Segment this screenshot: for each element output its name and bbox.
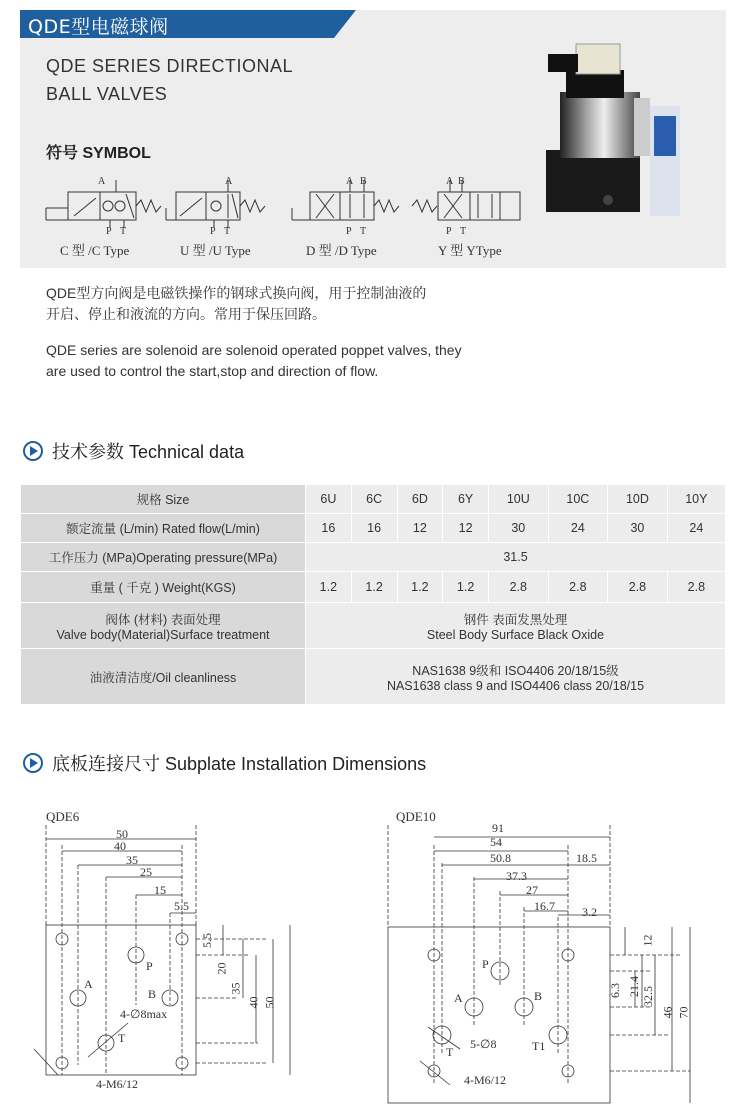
port-label-t: T bbox=[446, 1045, 454, 1059]
table-cell: 16 bbox=[306, 514, 352, 543]
dim-label: 50 bbox=[116, 827, 128, 841]
table-label: 规格 Size bbox=[21, 485, 306, 514]
table-cell: 16 bbox=[351, 514, 397, 543]
port-label-t1: T1 bbox=[532, 1039, 546, 1053]
svg-text:T: T bbox=[360, 226, 367, 236]
description-en bbox=[46, 340, 462, 382]
symbol-title: 符号 SYMBOL bbox=[46, 145, 151, 162]
table-cell: 12 bbox=[443, 514, 489, 543]
description-en-line1: QDE series are solenoid are solenoid operated poppet valves, they bbox=[46, 342, 462, 358]
table-cell: 10U bbox=[489, 485, 549, 514]
dim-label: 27 bbox=[526, 883, 538, 897]
table-cell: 1.2 bbox=[397, 572, 443, 603]
table-label: 额定流量 (L/min) Rated flow(L/min) bbox=[21, 514, 306, 543]
dim-label: 25 bbox=[140, 865, 152, 879]
dim-label: 18.5 bbox=[576, 851, 597, 865]
technical-heading-text: 技术参数 Technical data bbox=[52, 442, 245, 462]
symbol-label-c: C 型 /C Type bbox=[60, 243, 130, 258]
symbol-diagrams bbox=[40, 172, 530, 236]
table-label: 油液清洁度/Oil cleanliness bbox=[21, 649, 306, 705]
valve-product-image bbox=[538, 40, 698, 220]
table-row-cleanliness bbox=[21, 649, 726, 705]
cleanliness-value-line1: NAS1638 9级和 ISO4406 20/18/15级 bbox=[412, 663, 619, 678]
svg-text:P: P bbox=[210, 226, 216, 236]
series-title-line1: QDE SERIES DIRECTIONAL bbox=[46, 56, 294, 76]
table-cell bbox=[306, 649, 726, 705]
table-row-weight bbox=[21, 572, 726, 603]
table-cell: 1.2 bbox=[306, 572, 352, 603]
port-label-a: A bbox=[84, 977, 93, 991]
table-cell: 2.8 bbox=[608, 572, 668, 603]
table-cell: 6D bbox=[397, 485, 443, 514]
thread-note: 4-M6/12 bbox=[96, 1077, 138, 1091]
dim-label: 91 bbox=[492, 821, 504, 835]
svg-text:B: B bbox=[458, 176, 465, 187]
table-cell: 6Y bbox=[443, 485, 489, 514]
svg-text:A: A bbox=[346, 176, 354, 187]
qde6-drawing bbox=[28, 805, 308, 1105]
description-cn-line1: QDE型方向阀是电磁铁操作的钢球式换向阀，用于控制油液的 bbox=[46, 285, 427, 301]
technical-heading bbox=[22, 438, 244, 464]
table-label: 重量 ( 千克 ) Weight(KGS) bbox=[21, 572, 306, 603]
table-row-flow bbox=[21, 514, 726, 543]
dim-label: 35 bbox=[126, 853, 138, 867]
symbol-label-u: U 型 /U Type bbox=[180, 243, 251, 258]
table-cell: 24 bbox=[548, 514, 608, 543]
technical-table bbox=[20, 484, 726, 705]
description-en-line2: are used to control the start,stop and direction of flow. bbox=[46, 363, 379, 379]
dim-label: 40 bbox=[114, 839, 126, 853]
svg-text:A: A bbox=[446, 176, 454, 187]
table-label bbox=[21, 603, 306, 649]
svg-text:T: T bbox=[460, 226, 467, 236]
play-circle-icon bbox=[22, 440, 44, 462]
symbol-c-type bbox=[46, 180, 161, 228]
port-label-b: B bbox=[148, 987, 157, 1001]
surface-value-cn: 钢件 表面发黑处理 bbox=[463, 612, 568, 627]
table-cell: 10D bbox=[608, 485, 668, 514]
dim-label: 50.8 bbox=[490, 851, 511, 865]
subplate-heading bbox=[22, 750, 426, 776]
dim-label: 16.7 bbox=[534, 899, 555, 913]
table-cell: 30 bbox=[608, 514, 668, 543]
svg-text:T: T bbox=[224, 226, 231, 236]
dim-label: 12 bbox=[640, 934, 655, 947]
dim-label: 3.2 bbox=[582, 905, 597, 919]
symbol-label-y: Y 型 YType bbox=[438, 243, 502, 258]
table-cell bbox=[306, 603, 726, 649]
symbol-label-d: D 型 /D Type bbox=[306, 243, 377, 258]
table-row-size bbox=[21, 485, 726, 514]
dim-label: 35 bbox=[228, 982, 243, 995]
port-label-p: P bbox=[146, 959, 153, 973]
port-label-b: B bbox=[534, 989, 543, 1003]
table-cell: 1.2 bbox=[443, 572, 489, 603]
description-cn bbox=[46, 283, 426, 325]
dim-label: 5.5 bbox=[174, 899, 189, 913]
table-cell: 6U bbox=[306, 485, 352, 514]
description-cn-line2: 开启、停止和液流的方向。常用于保压回路。 bbox=[46, 306, 326, 322]
qde10-drawing bbox=[380, 805, 710, 1105]
dim-label: 15 bbox=[154, 883, 166, 897]
dim-label: 32.5 bbox=[641, 986, 655, 1007]
table-cell: 30 bbox=[489, 514, 549, 543]
dim-label: 6.3 bbox=[608, 983, 622, 998]
dim-label: 50 bbox=[262, 996, 277, 1009]
svg-text:A: A bbox=[225, 176, 233, 187]
cleanliness-value-line2: NAS1638 class 9 and ISO4406 class 20/18/15 bbox=[386, 678, 645, 693]
table-row-pressure bbox=[21, 543, 726, 572]
dim-label: 20 bbox=[214, 962, 229, 975]
dim-label: 40 bbox=[246, 996, 261, 1009]
table-row-surface bbox=[21, 603, 726, 649]
dim-label: 70 bbox=[676, 1006, 691, 1019]
svg-text:P: P bbox=[346, 226, 352, 236]
banner-title: QDE型电磁球阀 bbox=[28, 16, 169, 38]
series-title bbox=[46, 52, 293, 108]
port-label-p: P bbox=[482, 957, 489, 971]
table-cell: 10Y bbox=[667, 485, 725, 514]
subplate-heading-text: 底板连接尺寸 Subplate Installation Dimensions bbox=[52, 754, 427, 774]
surface-label-cn: 阀体 (材料) 表面处理 bbox=[105, 612, 221, 627]
hole-note: 5-∅8 bbox=[470, 1037, 497, 1051]
svg-text:T: T bbox=[120, 226, 127, 236]
port-label-a: A bbox=[454, 991, 463, 1005]
thread-note: 4-M6/12 bbox=[464, 1073, 506, 1087]
table-cell: 12 bbox=[397, 514, 443, 543]
play-circle-icon bbox=[22, 752, 44, 774]
dim-label: 37.3 bbox=[506, 869, 527, 883]
table-cell: 6C bbox=[351, 485, 397, 514]
port-label-t: T bbox=[118, 1031, 126, 1045]
dim-label: 5.5 bbox=[200, 933, 214, 948]
table-label: 工作压力 (MPa)Operating pressure(MPa) bbox=[21, 543, 306, 572]
table-cell: 31.5 bbox=[306, 543, 726, 572]
table-cell: 2.8 bbox=[548, 572, 608, 603]
table-cell: 1.2 bbox=[351, 572, 397, 603]
series-title-line2: BALL VALVES bbox=[46, 84, 168, 104]
dim-label: 46 bbox=[660, 1006, 675, 1019]
qde10-title: QDE10 bbox=[396, 809, 436, 824]
table-cell: 10C bbox=[548, 485, 608, 514]
surface-label-en: Valve body(Material)Surface treatment bbox=[56, 627, 270, 642]
svg-text:A: A bbox=[98, 176, 106, 187]
svg-text:P: P bbox=[446, 226, 452, 236]
qde6-title: QDE6 bbox=[46, 809, 80, 824]
surface-value-en: Steel Body Surface Black Oxide bbox=[426, 627, 605, 642]
table-cell: 24 bbox=[667, 514, 725, 543]
hole-note: 4-∅8max bbox=[120, 1007, 168, 1021]
table-cell: 2.8 bbox=[667, 572, 725, 603]
dim-label: 21.4 bbox=[627, 976, 641, 997]
svg-text:P: P bbox=[106, 226, 112, 236]
table-cell: 2.8 bbox=[489, 572, 549, 603]
svg-text:B: B bbox=[360, 176, 367, 187]
dim-label: 54 bbox=[490, 835, 502, 849]
